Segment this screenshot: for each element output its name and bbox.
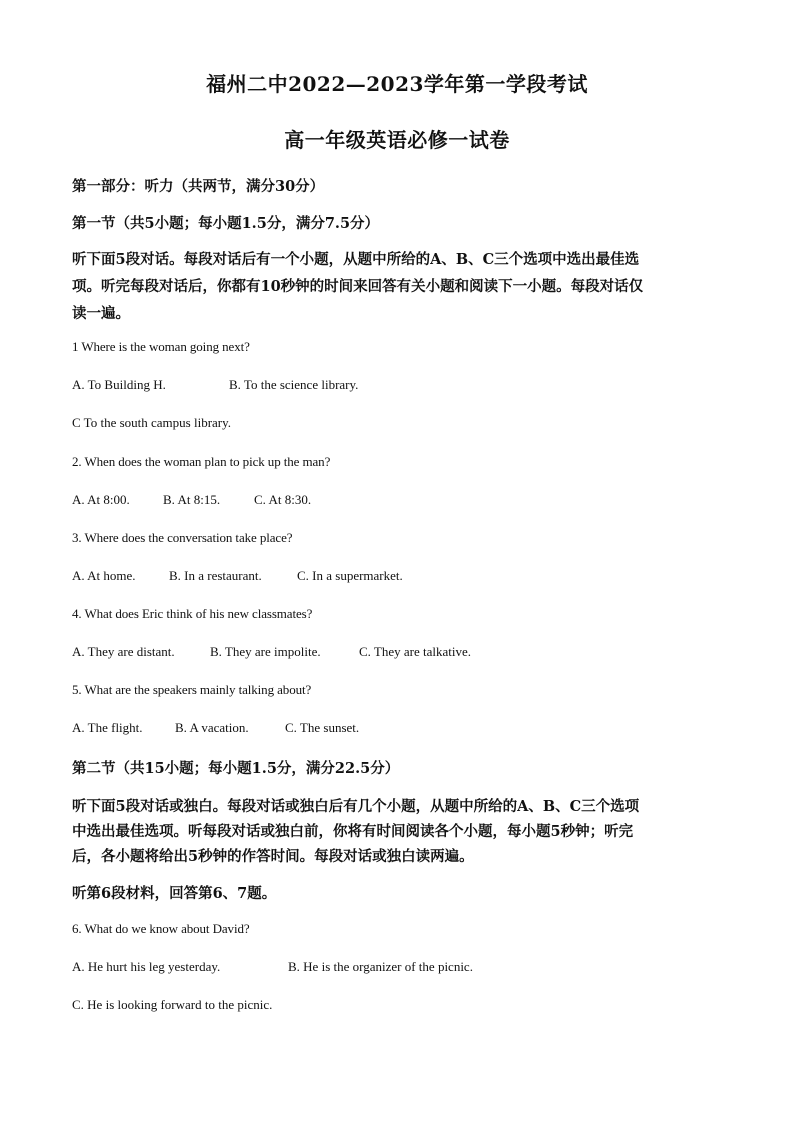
section2-instruction-line: 听下面5段对话或独白。每段对话或独白后有几个小题，从题中所给的A、B、C三个选项	[72, 798, 640, 815]
question-5-option-a: A. The flight.	[72, 720, 143, 735]
question-4-text: 4. What does Eric think of his new classmates?	[72, 606, 313, 621]
section1-instruction-line: 项。听完每段对话后，你都有10秒钟的时间来回答有关小题和阅读下一小题。每段对话仅	[72, 278, 644, 295]
section2-instruction-line: 中选出最佳选项。听每段对话或独白前，你将有时间阅读各个小题，每小题5秒钟；听完	[72, 823, 634, 840]
question-1-option-a: A. To Building H.	[72, 377, 166, 392]
question-2-option-b: B. At 8:15.	[163, 492, 221, 507]
question-6-option-c: C. He is looking forward to the picnic.	[72, 997, 273, 1012]
question-5-text: 5. What are the speakers mainly talking about?	[72, 682, 312, 697]
question-6-text: 6. What do we know about David?	[72, 921, 250, 936]
question-3-text: 3. Where does the conversation take place?	[72, 530, 293, 545]
question-4-option-c: C. They are talkative.	[359, 644, 472, 659]
section1-instruction-line: 听下面5段对话。每段对话后有一个小题，从题中所给的A、B、C三个选项中选出最佳选	[72, 251, 640, 268]
part1-heading: 第一部分：听力（共两节，满分30分）	[72, 178, 325, 195]
question-1-text: 1 Where is the woman going next?	[72, 339, 250, 354]
question-1-option-b: B. To the science library.	[229, 377, 359, 392]
question-3-option-c: C. In a supermarket.	[297, 568, 403, 583]
material-6-note: 听第6段材料，回答第6、7题。	[72, 885, 277, 902]
question-5-option-b: B. A vacation.	[175, 720, 249, 735]
question-3-option-b: B. In a restaurant.	[169, 568, 262, 583]
question-5-option-c: C. The sunset.	[285, 720, 360, 735]
exam-subtitle: 高一年级英语必修一试卷	[284, 128, 510, 152]
question-4-option-a: A. They are distant.	[72, 644, 175, 659]
question-6-option-a: A. He hurt his leg yesterday.	[72, 959, 221, 974]
question-2-text: 2. When does the woman plan to pick up the man?	[72, 454, 331, 469]
question-3-option-a: A. At home.	[72, 568, 136, 583]
section1-heading: 第一节（共5小题；每小题1.5分，满分7.5分）	[72, 215, 380, 232]
section1-instruction-line: 读一遍。	[72, 305, 130, 322]
question-1-option-c: C To the south campus library.	[72, 415, 232, 430]
section2-instruction-line: 后，各小题将给出5秒钟的作答时间。每段对话或独白读两遍。	[72, 848, 474, 865]
question-2-option-c: C. At 8:30.	[254, 492, 312, 507]
exam-title: 福州二中2022—2023学年第一学段考试	[206, 72, 588, 96]
question-2-option-a: A. At 8:00.	[72, 492, 130, 507]
question-4-option-b: B. They are impolite.	[210, 644, 321, 659]
section2-heading: 第二节（共15小题；每小题1.5分，满分22.5分）	[72, 760, 400, 777]
question-6-option-b: B. He is the organizer of the picnic.	[288, 959, 473, 974]
